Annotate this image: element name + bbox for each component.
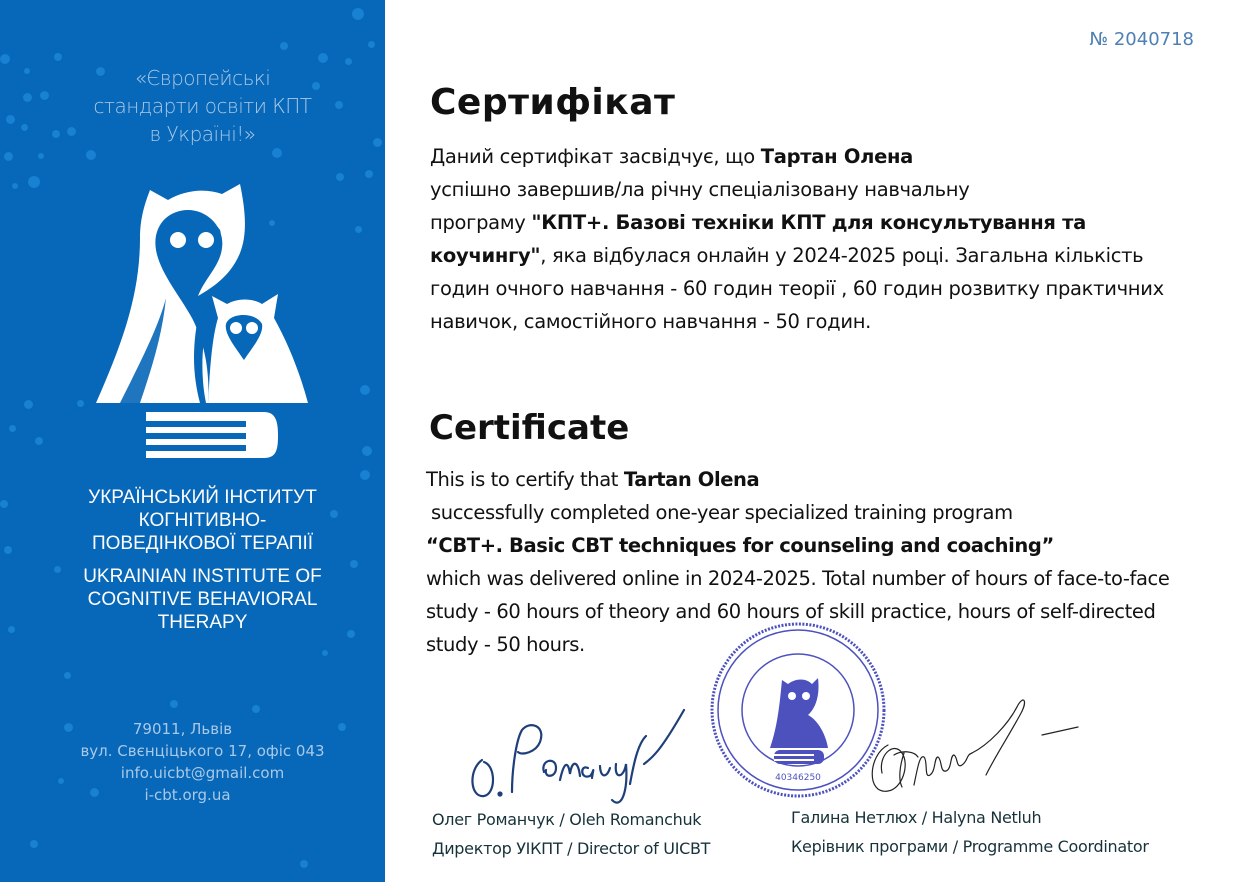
body-text-ua: Даний сертифікат засвідчує, що Тартан Олена успішно завершив/ла річну спеціалізовану навчальну програму "КПТ+. Базові техніки КПТ для консультування та коучингу", яка відбулася онлайн у 2024-2025 році. Загальна кількість годин очного навчання - 60 годин теорії , 60 годин розвитку практичних навичок, самостійного навчання - 50 годин. xyxy=(430,145,1164,333)
signatory-director xyxy=(432,805,710,863)
svg-text:40346250: 40346250 xyxy=(775,773,821,783)
body-text-en: This is to certify that Tartan Olena successfully completed one-year specialized training program “CBT+. Basic CBT techniques for counseling and coaching” which was delivered online in 2024-2025. Total number of hours of face-to-face study - 60 hours of theory and 60 hours of skill practice, hours of self-directed study - 50 hours. xyxy=(426,468,1170,656)
signatory-role: Керівник програми / Programme Coordinator xyxy=(791,837,1149,856)
program-name-ua: "КПТ+. Базові техніки КПТ для консультування та коучингу" xyxy=(430,211,1086,267)
certificate-number: № 2040718 xyxy=(1089,29,1194,50)
program-name-en: “CBT+. Basic CBT techniques for counseling and coaching” xyxy=(426,534,1054,557)
title-en: Certificate xyxy=(429,408,630,448)
title-ua: Сертифікат xyxy=(430,82,676,123)
contact-address: вул. Свєнціцького 17, офіс 043 xyxy=(80,742,325,760)
signature-romanchuk xyxy=(460,700,690,810)
institute-name-ua: УКРАЇНСЬКИЙ ІНСТИТУТ КОГНІТИВНО- ПОВЕДІНКОВОЇ ТЕРАПІЇ xyxy=(88,487,317,554)
signatory-coordinator xyxy=(791,803,1149,861)
contact-city: 79011, Львів xyxy=(132,720,233,738)
signature-netluh xyxy=(858,695,1088,800)
signatory-role: Директор УІКПТ / Director of UICBT xyxy=(432,839,711,858)
owl-family-on-book-logo-icon xyxy=(80,178,320,460)
signatory-name: Олег Романчук / Oleh Romanchuk xyxy=(432,810,702,829)
sidebar-panel xyxy=(0,0,385,882)
recipient-name-en: Tartan Olena xyxy=(623,468,760,491)
signatory-name: Галина Нетлюх / Halyna Netluh xyxy=(791,808,1042,827)
institute-name xyxy=(0,486,385,634)
recipient-name-ua: Тартан Олена xyxy=(760,145,914,168)
contact-email[interactable]: info.uicbt@gmail.com xyxy=(120,764,285,782)
contact-info xyxy=(0,718,385,806)
contact-website[interactable]: i-cbt.org.ua xyxy=(144,786,231,804)
institute-name-en: UKRAINIAN INSTITUTE OF COGNITIVE BEHAVIORAL THERAPY xyxy=(83,566,322,633)
slogan: «Європейські стандарти освіти КПТ в Україні!» xyxy=(93,66,312,146)
